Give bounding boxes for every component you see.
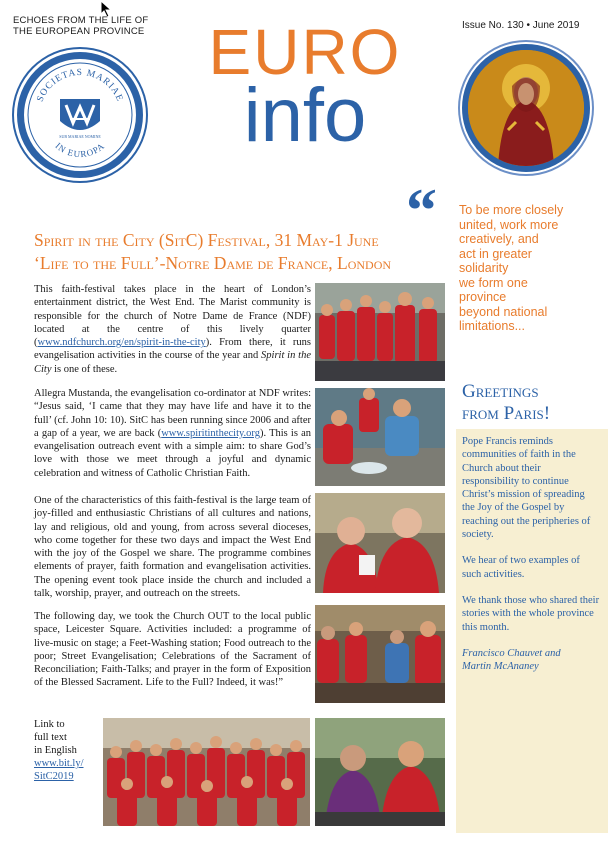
- sidebar-paragraph: Pope Francis reminds communities of faith in the Church about their responsibility to continue Christ’s mission of spreading the Joy of the Gospel by reaching out the peripheries of society.: [462, 436, 591, 541]
- quote-line: To be more closely: [459, 203, 564, 217]
- article-title-line1: Spirit in the City (SitC) Festival, 31 May-1 June: [34, 230, 379, 250]
- photo-washing-station: [315, 388, 445, 486]
- full-text-link-block: [34, 718, 96, 783]
- article-paragraph-1: [34, 283, 311, 376]
- event-name: Spirit in the City: [34, 350, 311, 375]
- sidebar-signature: [462, 647, 600, 674]
- masthead-title-euro: EURO: [208, 16, 402, 88]
- link-label: in English: [34, 745, 77, 756]
- masthead-title-info: info: [243, 73, 367, 158]
- paragraph-text: This faith-festival takes place in the heart of London’s entertainment district, the West End. The Marist community is responsible for the church of Notre Dame de France (NDF) located at the centre of this lively quarter (: [34, 284, 311, 349]
- issue-info: Issue No. 130 • June 2019: [462, 20, 580, 31]
- quote-line: creatively, and: [459, 232, 539, 246]
- photo-large-group: [103, 718, 310, 826]
- spirit-in-the-city-link[interactable]: www.spiritinthecity.org: [161, 427, 260, 439]
- full-text-link[interactable]: SitC2019: [34, 771, 74, 782]
- marist-monogram-icon: [60, 99, 100, 130]
- societas-mariae-logo: [17, 52, 143, 178]
- quote-line: province: [459, 290, 507, 304]
- photo-couple: [315, 493, 445, 593]
- quote-line: united, work more: [459, 217, 559, 232]
- signature-line: Francisco Chauvet and: [462, 647, 561, 659]
- photo-group-standing: [315, 283, 445, 381]
- paragraph-text: ). This is an evangelisation outreach event with a simple aim: to share God’s love with those we meet through a joyful and dynamic celebration and witness of Catholic Christian Faith.: [34, 427, 311, 479]
- quote-mark-icon: “: [406, 177, 437, 245]
- full-text-link[interactable]: www.bit.ly/: [34, 758, 84, 769]
- article-title: [34, 229, 444, 275]
- masthead-tagline: [13, 15, 163, 37]
- quote-line: beyond national: [459, 304, 548, 319]
- article-paragraph-3: One of the characteristics of this faith-festival is the large team of joy-filled and enthusiastic Christians of all cultures and nations, lay and religious, old and young, from across several dioceses, who come together for these two days and impact the West End with the joy of the Gospel we share. The programme combines elements of prayer, faith formation and evangelisation activities. The opening event took place inside the church and included a talk, worship, prayer, and outreach on the streets.: [34, 495, 311, 600]
- logo-small-text: SUB MARIAE NOMINE: [59, 134, 101, 139]
- signature-line: Martin McAnaney: [462, 661, 539, 673]
- sidebar-paragraph: We hear of two examples of such activities.: [462, 555, 580, 580]
- article-paragraph-4: The following day, we took the Church OUT to the local public space, Leicester Square. Activities included: a programme of live-music on stage; a Feet-Washing station; Food outreach to the poor; Street Evangelisation; Celebrations of the Sacrament of Reconciliation; Faith-Talks; and prayer in the form of Exposition of the Blessed Sacrament. Life to the Full? Indeed, it was!”: [34, 611, 311, 689]
- article-paragraph-2: [34, 387, 311, 480]
- ndf-church-link[interactable]: www.ndfchurch.org/en/spirit-in-the-city: [37, 337, 206, 349]
- greetings-sidebar: [456, 429, 608, 833]
- quote-line: solidarity: [459, 261, 509, 275]
- sidebar-title-line2: from Paris!: [462, 403, 551, 424]
- quote-line: act in greater: [459, 246, 532, 261]
- photo-reconciliation: [315, 718, 445, 826]
- link-label: full text: [34, 732, 67, 743]
- paragraph-text: Allegra Mustanda, the evangelisation co-ordinator at NDF writes: “Jesus said, ‘I came that they may have life and have it to the full’ (cf. John 10: 10). SitC has been running since 2006 and after a gap of a year, we are back (: [34, 388, 311, 439]
- logo-text-bottom: IN EUROPA: [53, 140, 107, 160]
- quote-line: limitations...: [459, 319, 525, 333]
- mary-icon-image: [462, 44, 590, 172]
- link-label: Link to: [34, 719, 65, 730]
- sidebar-title: [462, 381, 602, 425]
- sidebar-title-line1: Greetings: [462, 381, 539, 402]
- photo-food-outreach: [315, 605, 445, 703]
- paragraph-text: ). From there, it runs evangelisation activities in the course of the year and: [34, 337, 311, 362]
- tagline-line2: THE EUROPEAN PROVINCE: [13, 26, 145, 37]
- pull-quote: [459, 203, 599, 334]
- paragraph-text: is one of these.: [51, 363, 118, 375]
- logo-text-top: SOCIETAS MARIAE: [35, 67, 125, 104]
- quote-line: we form one: [459, 275, 528, 290]
- tagline-line1: ECHOES FROM THE LIFE OF: [13, 15, 149, 26]
- sidebar-paragraph: We thank those who shared their stories with the whole province this month.: [462, 594, 600, 633]
- article-title-line2: ‘Life to the Full’-Notre Dame de France, London: [34, 253, 392, 273]
